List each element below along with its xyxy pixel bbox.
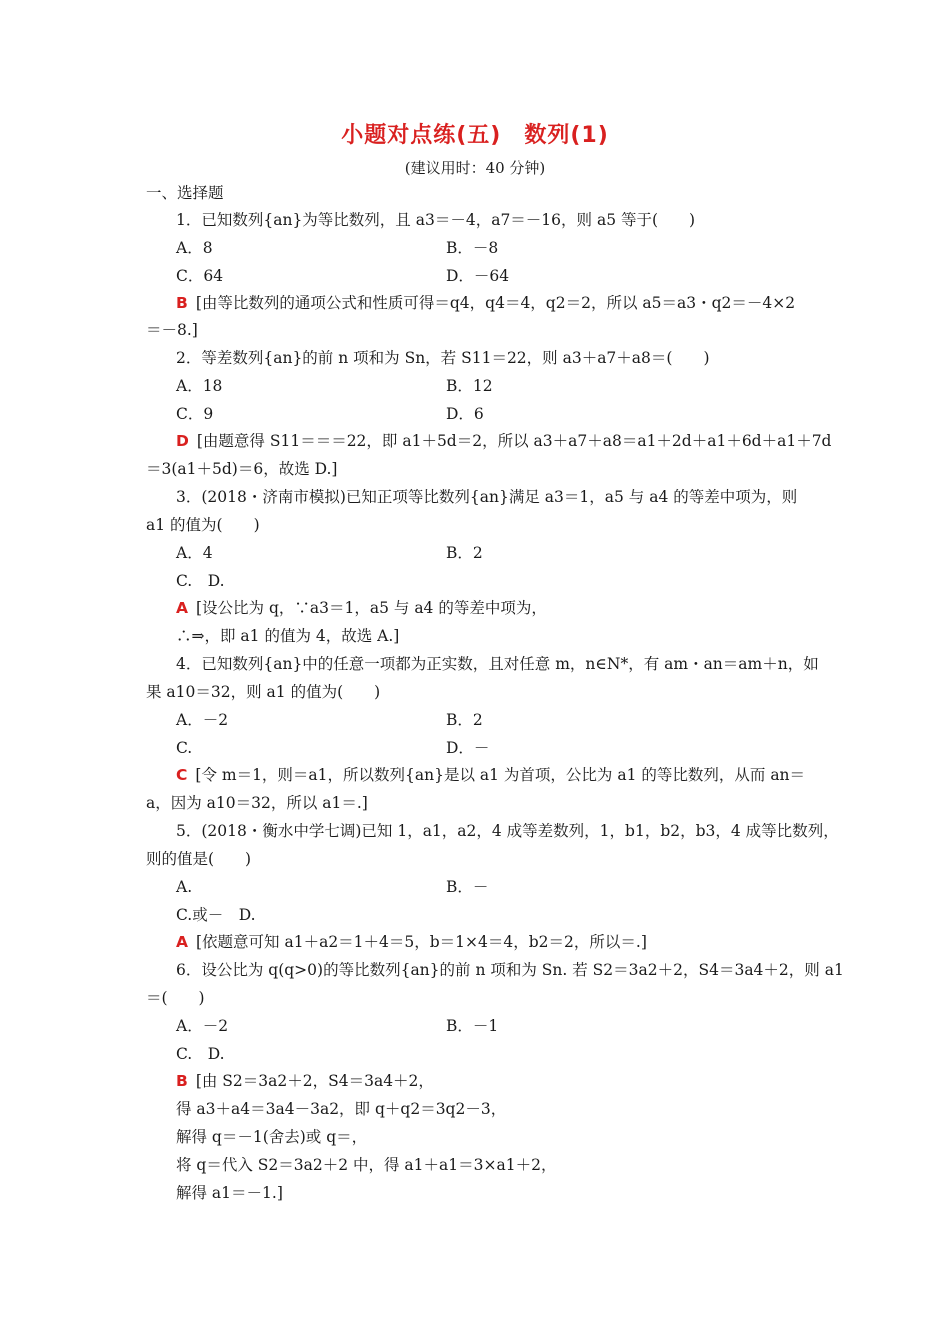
q6-answer: B [176,1072,188,1090]
q1-solution [176,293,795,313]
question-5-stem-cont: 则的值是( ) [146,850,252,868]
question-6-stem-cont: ＝( ) [146,989,205,1007]
question-1-stem: 1．已知数列{an}为等比数列，且 a3＝－4，a7＝－16，则 a5 等于( ) [176,211,696,229]
q2-option-d: D．6 [446,405,484,423]
q1-option-b: B．－8 [446,239,499,257]
q1-option-d: D．－64 [446,267,510,285]
q3-option-b: B．2 [446,544,483,562]
q4-solution [176,765,805,785]
q1-solution-cont: ＝－8.] [146,321,198,339]
q4-option-a: A．－2 [176,711,229,729]
q1-answer: B [176,294,188,312]
q5-option-a: A. [176,878,193,896]
question-4-stem-cont: 果 a10＝32，则 a1 的值为( ) [146,683,381,701]
page-title: 小题对点练(五) 数列(1) [341,123,609,148]
q6-solution-text: [由 S2＝3a2＋2，S4＝3a4＋2， [195,1072,434,1090]
question-3-stem-cont: a1 的值为( ) [146,516,260,534]
q6-option-cd: C. D. [176,1045,225,1063]
q6-option-b: B．－1 [446,1017,499,1035]
question-5-stem: 5．(2018・衡水中学七调)已知 1，a1，a2，4 成等差数列，1，b1，b2，b3，4 成等比数列， [176,822,839,840]
q2-option-c: C．9 [176,405,214,423]
q2-solution-text: [由题意得 S11＝＝＝22，即 a1＋5d＝2，所以 a3＋a7＋a8＝a1＋2d＋a1＋6d＋a1＋7d [196,432,832,450]
q5-option-cd: C.或－ D. [176,906,256,924]
q4-answer: C [176,766,188,784]
q2-answer: D [176,432,189,450]
q5-solution [176,932,647,952]
q4-option-b: B．2 [446,711,483,729]
question-2-stem: 2．等差数列{an}的前 n 项和为 Sn，若 S11＝22，则 a3＋a7＋a8＝( ) [176,349,710,367]
q1-solution-text: [由等比数列的通项公式和性质可得＝q4，q4＝4，q2＝2，所以 a5＝a3・q2＝－4×2 [195,294,796,312]
q1-option-a: A．8 [176,239,213,257]
q5-solution-text: [依题意可知 a1＋a2＝1＋4＝5，b＝1×4＝4，b2＝2，所以＝.] [196,933,647,951]
q6-solution-step-5: 解得 a1＝－1.] [176,1184,283,1202]
q3-option-a: A．4 [176,544,213,562]
question-3-stem: 3．(2018・济南市模拟)已知正项等比数列{an}满足 a3＝1，a5 与 a4 的等差中项为，则 [176,488,798,506]
q3-option-cd: C. D. [176,572,225,590]
q6-solution-step-4: 将 q＝代入 S2＝3a2＋2 中，得 a1＋a1＝3×a1＋2， [176,1156,557,1174]
q3-solution-cont: ∴⇒，即 a1 的值为 4，故选 A.] [176,627,400,645]
q2-option-b: B．12 [446,377,493,395]
q4-option-c: C. [176,739,193,757]
q1-option-c: C．64 [176,267,224,285]
q6-solution-step-3: 解得 q＝－1(舍去)或 q＝， [176,1128,368,1146]
q6-solution [176,1071,434,1091]
q2-solution [176,431,831,451]
time-suggestion: (建议用时：40 分钟) [404,159,546,177]
q5-option-b: B．－ [446,878,489,896]
q4-solution-cont: a，因为 a10＝32，所以 a1＝.] [146,794,368,812]
question-4-stem: 4．已知数列{an}中的任意一项都为正实数，且对任意 m，n∈N*，有 am・an＝am＋n，如 [176,655,819,673]
question-6-stem: 6．设公比为 q(q>0)的等比数列{an}的前 n 项和为 Sn. 若 S2＝3a2＋2，S4＝3a4＋2，则 a1 [176,961,844,979]
q3-solution-text: [设公比为 q，∵a3＝1，a5 与 a4 的等差中项为， [196,599,547,617]
q4-option-d: D．－ [446,739,490,757]
q2-solution-cont: ＝3(a1＋5d)＝6，故选 D.] [146,460,338,478]
q3-solution [176,598,547,618]
q2-option-a: A．18 [176,377,223,395]
section-heading: 一、选择题 [146,184,224,202]
q6-option-a: A．－2 [176,1017,229,1035]
q6-solution-step-2: 得 a3＋a4＝3a4－3a2，即 q＋q2＝3q2－3， [176,1100,507,1118]
q5-answer: A [176,933,188,951]
q3-answer: A [176,599,188,617]
q4-solution-text: [令 m＝1，则＝a1，所以数列{an}是以 a1 为首项，公比为 a1 的等比数列，从而 an＝ [195,766,806,784]
